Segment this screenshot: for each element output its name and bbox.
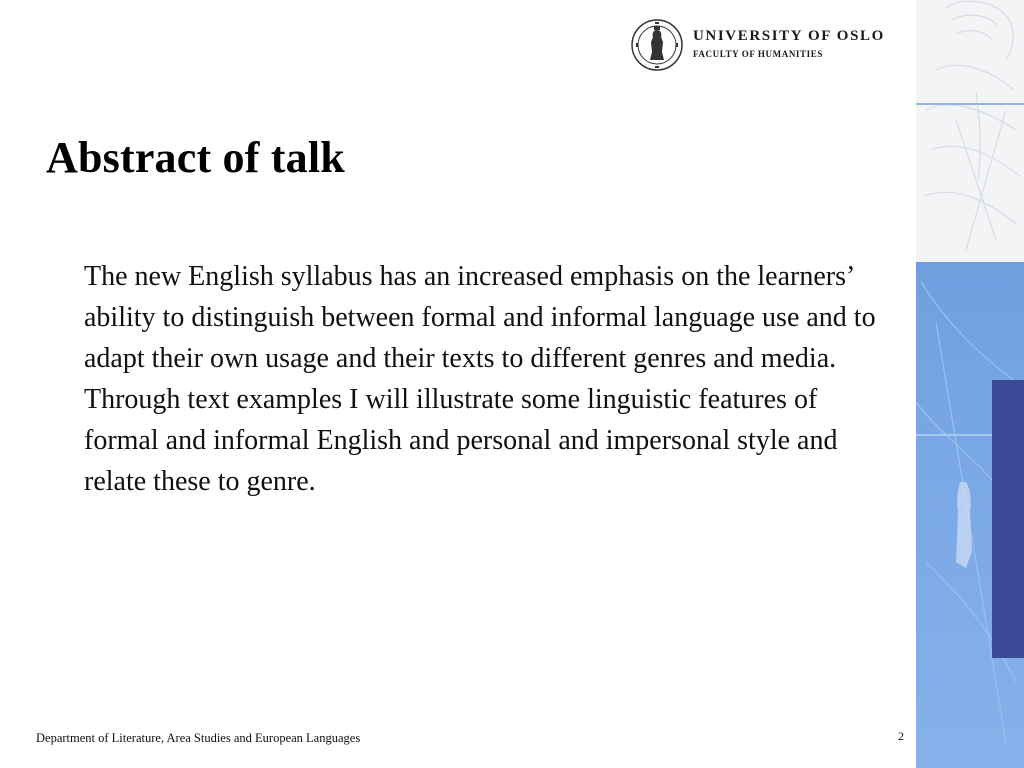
side-panel-divider-top xyxy=(916,103,1024,105)
page-number: 2 xyxy=(898,729,904,743)
logo-title: UNIVERSITY OF OSLO xyxy=(693,28,885,44)
university-logo xyxy=(630,18,890,72)
logo-subtitle: FACULTY OF HUMANITIES xyxy=(693,49,823,59)
side-panel-accent-bar xyxy=(992,380,1024,658)
footer-department: Department of Literature, Area Studies and European Languages xyxy=(36,731,361,745)
side-panel-top xyxy=(916,0,1024,262)
statue-sketch-decoration xyxy=(916,0,1024,262)
abstract-body: The new English syllabus has an increased emphasis on the learners’ ability to distinguish between formal and informal language use and to adapt their own usage and their texts to different genres and media. Through text examples I will illustrate some linguistic features of formal and informal English and personal and impersonal style and relate these to genre. xyxy=(84,261,876,497)
slide-title: Abstract of talk xyxy=(46,133,345,182)
university-seal-icon xyxy=(630,18,684,72)
decorative-side-panel xyxy=(916,0,1024,768)
